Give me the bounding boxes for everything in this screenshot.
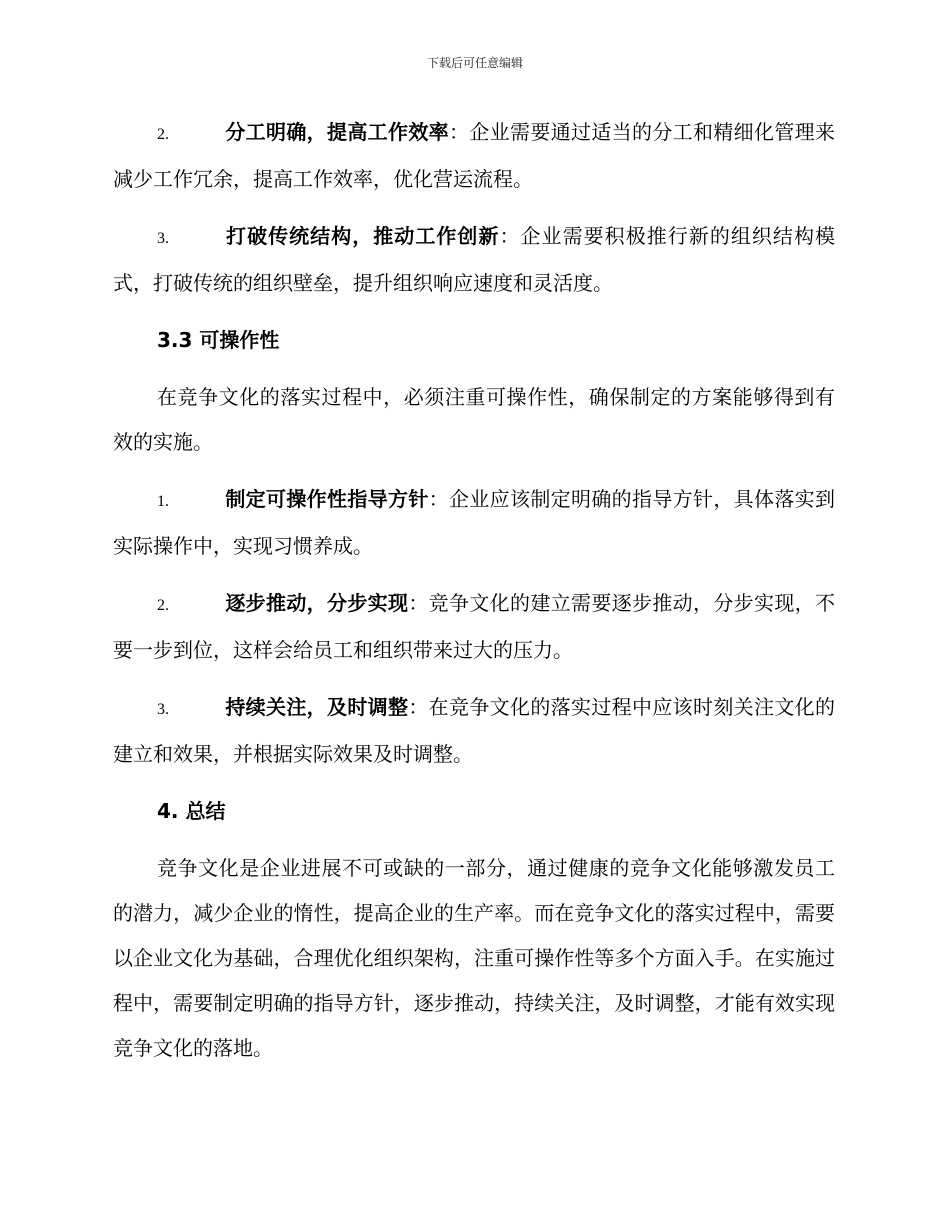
document-body	[113, 110, 835, 1083]
list-item-text: ：企业需要积极推行新的组织结构模式，打破传统的组织壁垒，提升组织响应速度和灵活度。	[113, 224, 836, 295]
list-item-number: 2.	[157, 126, 169, 143]
header-note: 下载后可任意编辑	[426, 56, 523, 70]
list-item-title: 制定可操作性指导方针	[225, 487, 429, 511]
list-item-number: 1.	[157, 493, 169, 510]
list-item	[113, 581, 835, 673]
list-item	[113, 685, 835, 777]
list-item-text: ：企业应该制定明确的指导方针，具体落实到实际操作中，实现习惯养成。	[113, 487, 836, 558]
list-item-text: ：企业需要通过适当的分工和精细化管理来减少工作冗余，提高工作效率，优化营运流程。	[113, 120, 835, 191]
list-item-number: 3.	[157, 701, 169, 718]
list-item-number: 3.	[157, 230, 169, 247]
list-item	[113, 214, 835, 306]
list-item-text: ：在竞争文化的落实过程中应该时刻关注文化的建立和效果，并根据实际效果及时调整。	[113, 695, 836, 766]
section-4-body: 竞争文化是企业进展不可或缺的一部分，通过健康的竞争文化能够激发员工的潜力，减少企业的惰性，提高企业的生产率。而在竞争文化的落实过程中，需要以企业文化为基础，合理优化组织架构，注重可操作性等多个方面入手。在实施过程中，需要制定明确的指导方针，逐步推动，持续关注，及时调整，才能有效实现竞争文化的落地。	[113, 856, 835, 1060]
list-item-text: ：竞争文化的建立需要逐步推动，分步实现，不要一步到位，这样会给员工和组织带来过大的压力。	[113, 591, 836, 662]
section-3-3-intro: 在竞争文化的落实过程中，必须注重可操作性，确保制定的方案能够得到有效的实施。	[113, 385, 835, 454]
list-item-title: 分工明确，提高工作效率	[225, 120, 449, 144]
list-item-title: 持续关注，及时调整	[225, 695, 409, 719]
section-heading-4: 4. 总结	[157, 799, 226, 823]
section-heading-3-3: 3.3 可操作性	[157, 328, 280, 352]
list-item-number: 2.	[157, 597, 169, 614]
list-item-title: 打破传统结构，推动工作创新	[225, 224, 500, 248]
list-item	[113, 477, 835, 569]
list-item-title: 逐步推动，分步实现	[225, 591, 409, 615]
list-item	[113, 110, 835, 202]
